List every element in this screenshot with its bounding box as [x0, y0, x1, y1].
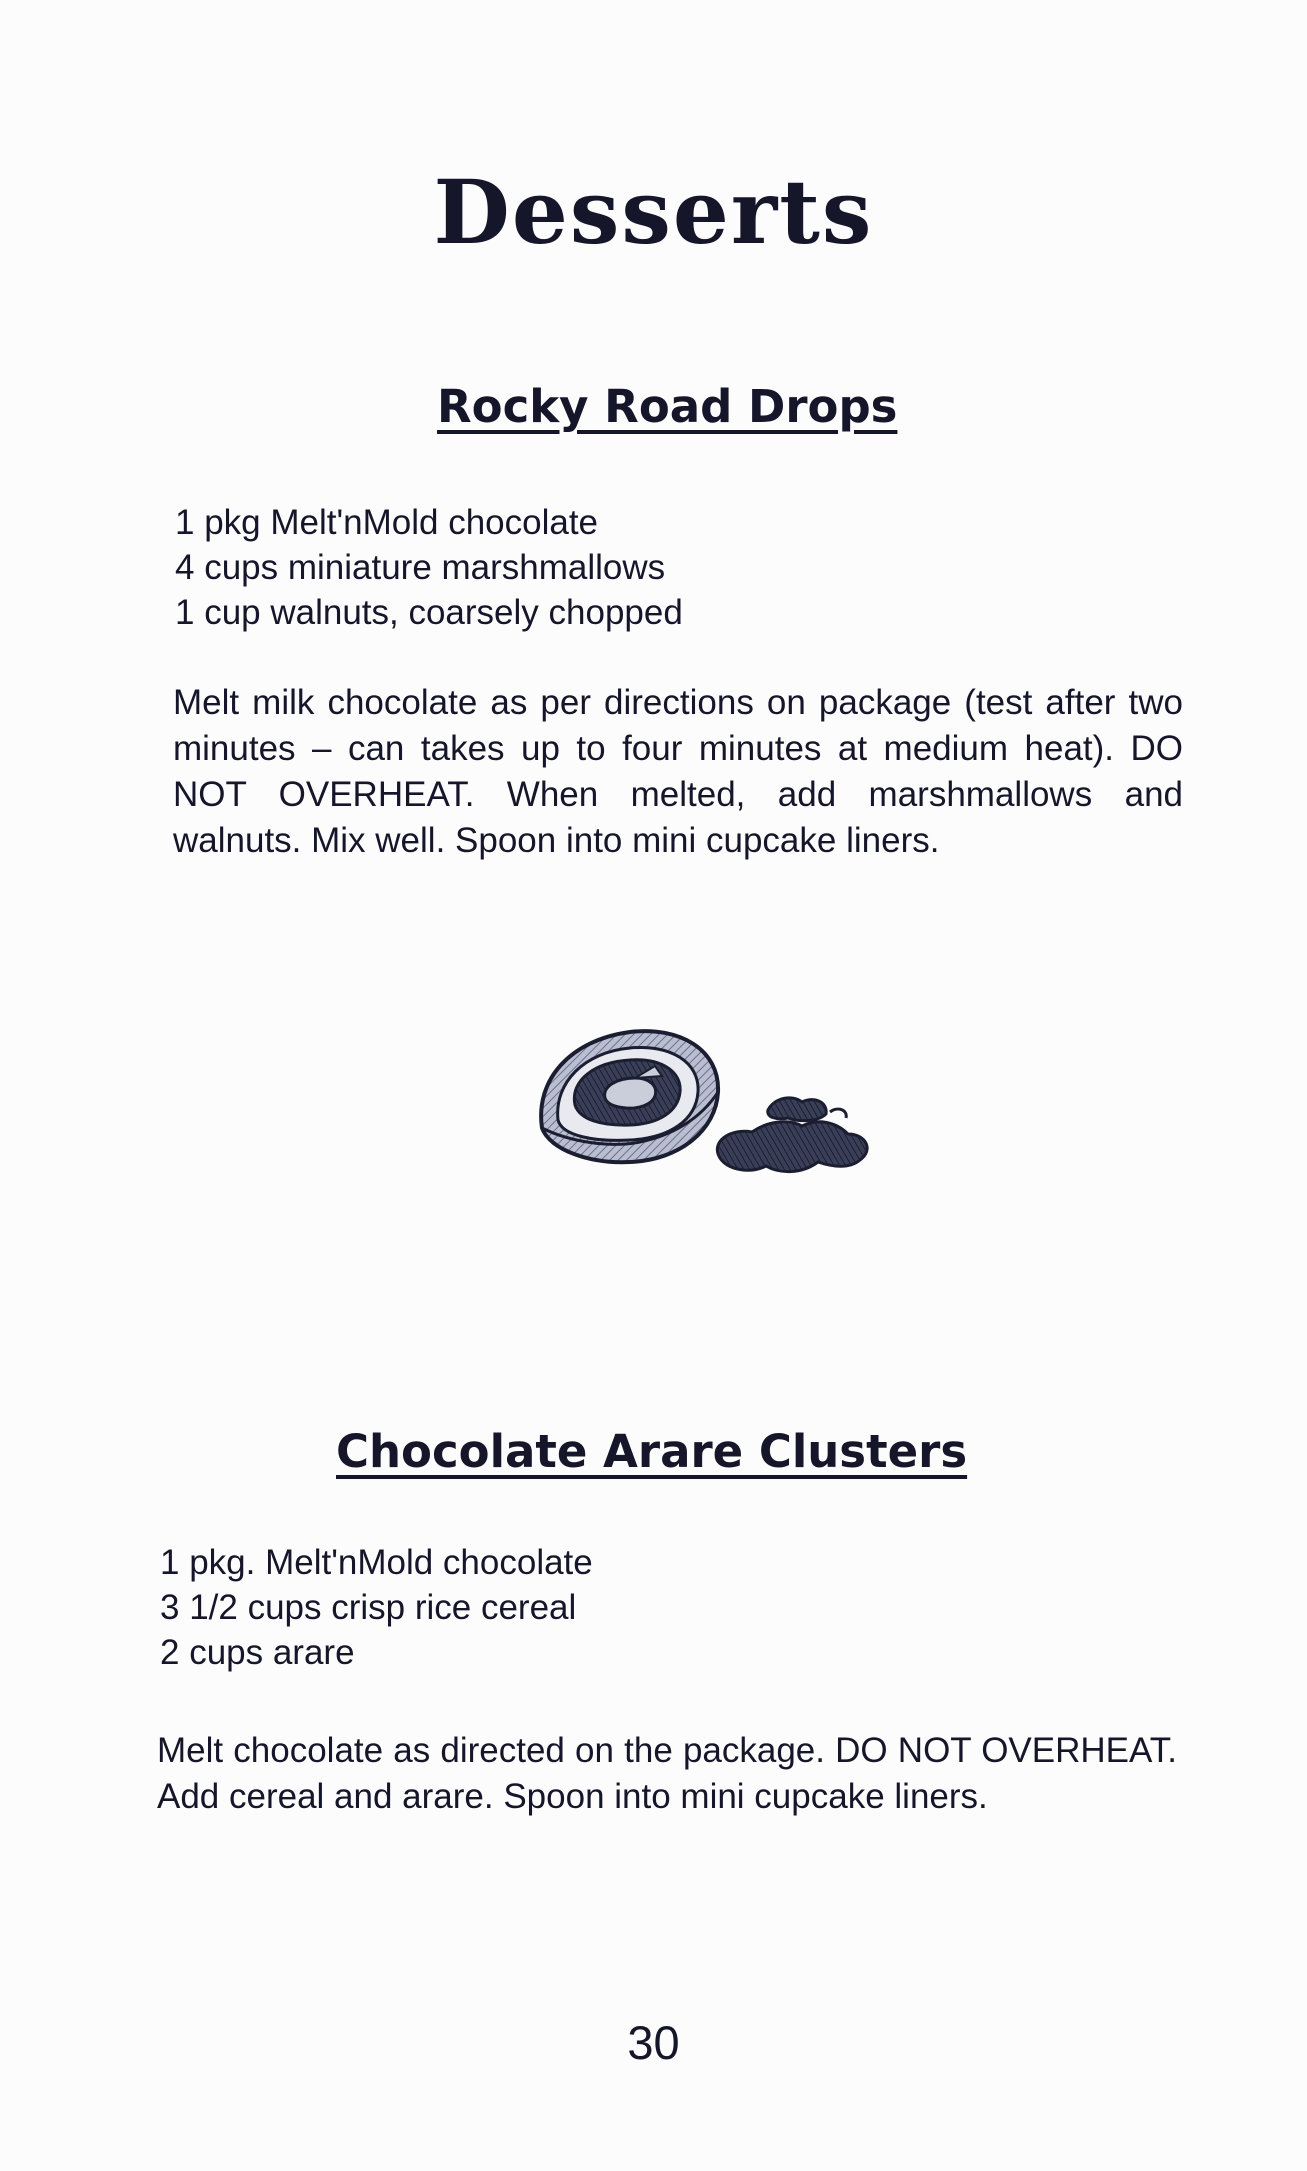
recipe-title-chocolate-arare-clusters: Chocolate Arare Clusters: [336, 1425, 968, 1478]
ingredient-item: 1 pkg Melt'nMold chocolate: [175, 503, 599, 542]
directions-chocolate-arare-clusters: Melt chocolate as directed on the package. DO NOT OVERHEAT. Add cereal and arare. Spoon into mini cupcake liners.: [157, 1731, 1177, 1816]
ingredient-list-chocolate-arare-clusters: [160, 1540, 593, 1675]
ingredient-item: 4 cups miniature marshmallows: [175, 548, 666, 587]
ingredient-item: 2 cups arare: [160, 1633, 355, 1672]
walnut-illustration-icon: [530, 1010, 890, 1190]
ingredient-item: 3 1/2 cups crisp rice cereal: [160, 1588, 577, 1627]
ingredient-list-rocky-road-drops: [175, 500, 683, 635]
ingredient-item: 1 cup walnuts, coarsely chopped: [175, 593, 683, 632]
recipe-title-rocky-road-drops: Rocky Road Drops: [437, 380, 898, 433]
page-number: 30: [627, 2016, 680, 2069]
ingredient-item: 1 pkg. Melt'nMold chocolate: [160, 1543, 593, 1582]
section-title: Desserts: [433, 160, 874, 264]
directions-rocky-road-drops: Melt milk chocolate as per directions on package (test after two minutes – can takes up to four minutes at medium heat). DO NOT OVERHEAT. When melted, add marshmallows and walnuts. Mix well. Spoon into mini cupcake liners.: [173, 683, 1183, 860]
